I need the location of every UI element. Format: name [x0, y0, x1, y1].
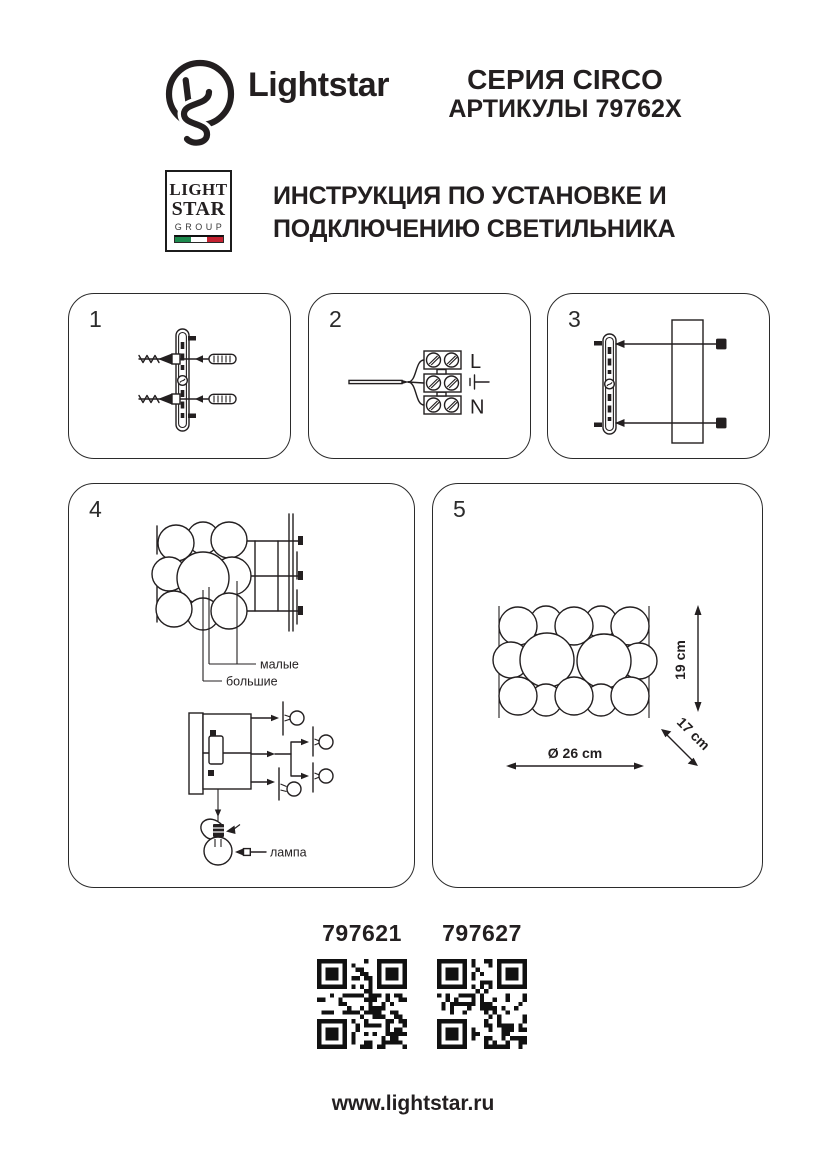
step2-wiring-diagram [309, 294, 529, 457]
label-large-shades: большие [226, 674, 278, 689]
label-lamp: лампа [270, 845, 307, 860]
title-line2: ПОДКЛЮЧЕНИЮ СВЕТИЛЬНИКА [273, 215, 676, 243]
label-small-shades: малые [260, 657, 299, 672]
earth-symbol-icon [470, 375, 489, 389]
page-title [273, 180, 675, 246]
step-panel-3 [547, 293, 770, 459]
step3-attachment-diagram [548, 294, 768, 457]
product-column [314, 920, 410, 1054]
product-sku: 797621 [322, 920, 402, 946]
title-line1: ИНСТРУКЦИЯ ПО УСТАНОВКЕ И [273, 182, 667, 210]
step-number: 1 [89, 306, 102, 332]
terminal-label-live: L [470, 351, 482, 373]
step1-mounting-diagram [69, 294, 289, 457]
step-number: 3 [568, 306, 581, 332]
brand-wordmark: Lightstar [248, 66, 389, 104]
step-number: 2 [329, 306, 342, 332]
qr-code [317, 959, 407, 1049]
logo-line-light: LIGHT [169, 180, 228, 199]
product-column [434, 920, 530, 1054]
dimension-height: 19 cm [672, 640, 688, 680]
terminal-label-neutral: N [470, 396, 485, 419]
italian-flag-stripe [174, 235, 224, 243]
step-panel-2 [308, 293, 531, 459]
step-panel-5 [432, 483, 763, 888]
dimension-depth: 17 cm [673, 713, 714, 754]
series-title: СЕРИЯ CIRCO [467, 64, 663, 95]
articles-title: АРТИКУЛЫ 79762X [448, 95, 682, 124]
step-panel-1 [68, 293, 291, 459]
website-url: www.lightstar.ru [331, 1092, 495, 1115]
logo-line-group: GROUP [174, 222, 226, 232]
logo-line-star: STAR [171, 198, 226, 220]
step-number: 5 [453, 496, 466, 522]
lightstar-bulb-logo-icon [158, 56, 244, 152]
step-number: 4 [89, 496, 102, 522]
series-block [438, 64, 692, 123]
qr-code [437, 959, 527, 1049]
step-panel-4 [68, 483, 415, 888]
product-sku: 797627 [442, 920, 522, 946]
dimension-diameter: Ø 26 cm [547, 745, 603, 761]
step4-assembly-diagram [69, 484, 413, 886]
lightstar-group-logo [165, 170, 232, 252]
step5-dimensions-diagram [433, 484, 761, 886]
